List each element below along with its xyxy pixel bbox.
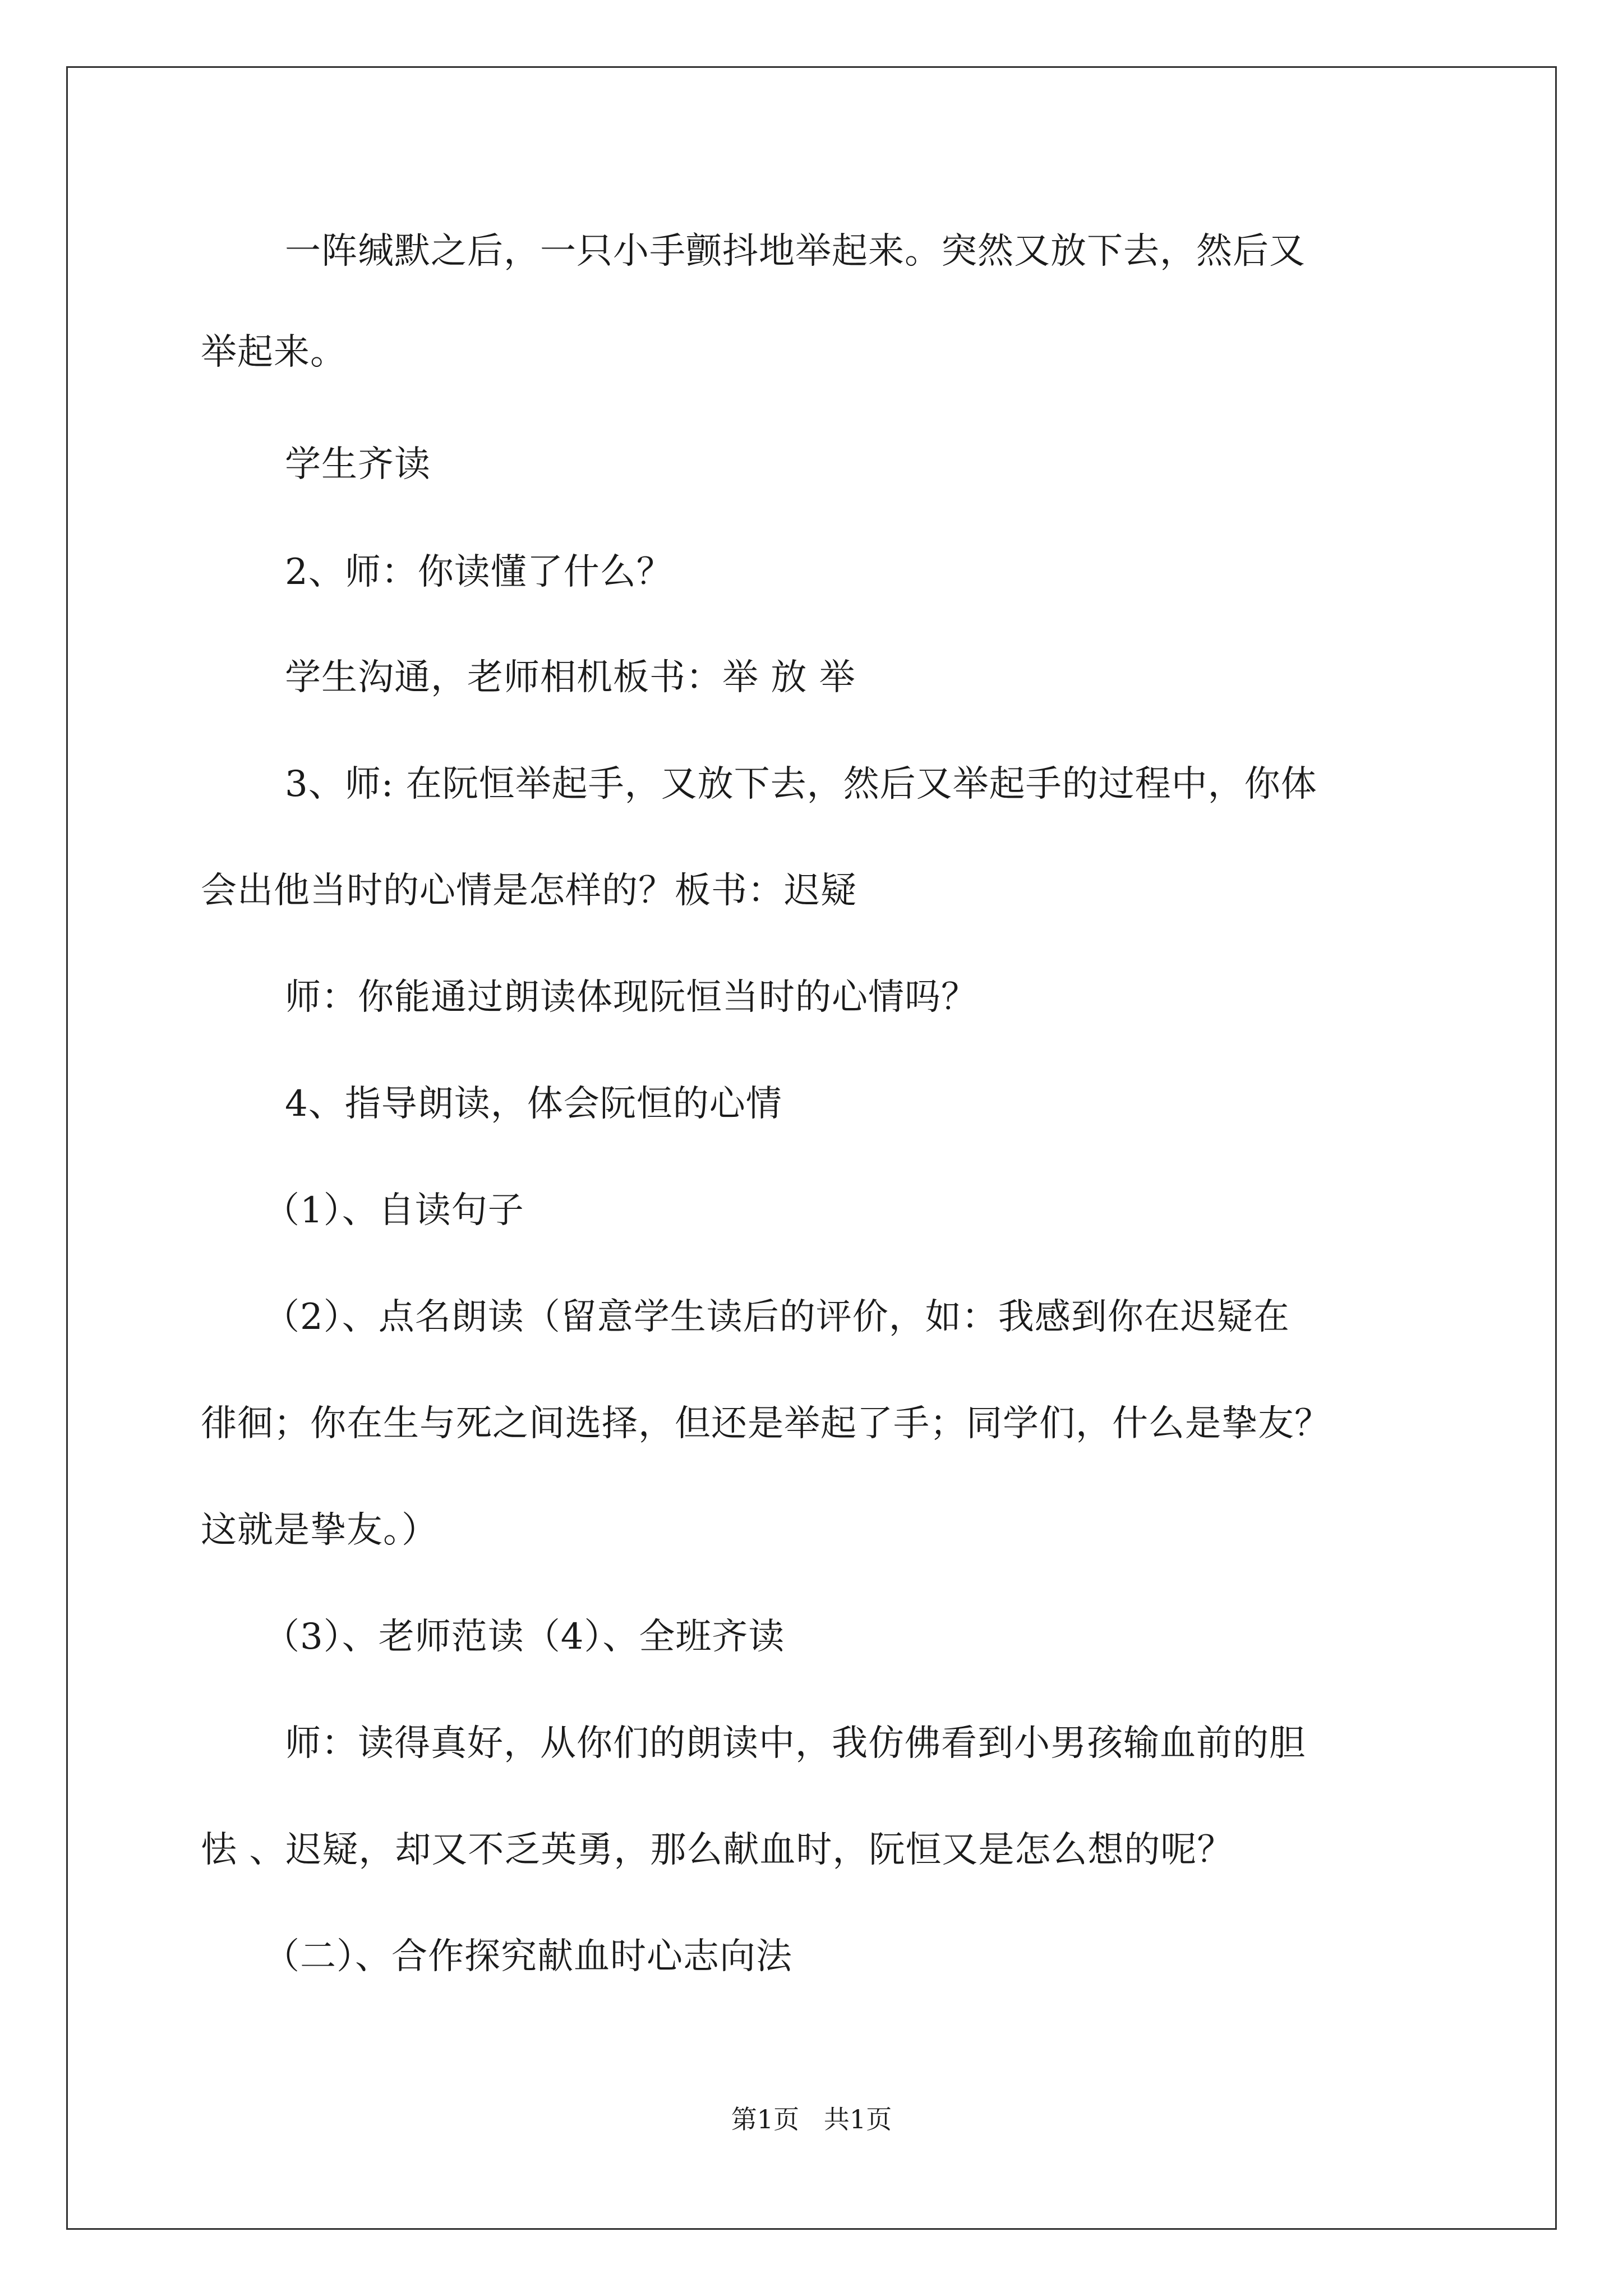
paragraph-line: 师：读得真好，从你们的朗读中，我仿佛看到小男孩输血前的胆 bbox=[285, 1723, 1306, 1764]
paragraph-line: 怯 、迟疑，却又不乏英勇，那么献血时，阮恒又是怎么想的呢？ bbox=[201, 1829, 1234, 1871]
paragraph-line: 一阵缄默之后，一只小手颤抖地举起来。突然又放下去，然后又 bbox=[285, 231, 1306, 272]
page-number-footer: 第1页 共1页 bbox=[731, 2104, 892, 2134]
paragraph-line: 学生沟通，老师相机板书：举 放 举 bbox=[285, 657, 856, 698]
paragraph-line: 学生齐读 bbox=[285, 444, 431, 485]
paragraph-line: 师：你能通过朗读体现阮恒当时的心情吗？ bbox=[285, 977, 978, 1018]
paragraph-line: （3）、老师范读（4）、全班齐读 bbox=[264, 1616, 785, 1658]
paragraph-line: （二）、合作探究献血时心志向法 bbox=[264, 1936, 792, 1977]
paragraph-line: （1）、自读句子 bbox=[264, 1190, 524, 1231]
paragraph-line: 4、指导朗读，体会阮恒的心情 bbox=[285, 1083, 782, 1125]
paragraph-line: 举起来。 bbox=[201, 332, 347, 373]
paragraph-line: 这就是挚友。） bbox=[201, 1510, 438, 1551]
paragraph-line: （2）、点名朗读（留意学生读后的评价，如：我感到你在迟疑在 bbox=[264, 1296, 1290, 1338]
paragraph-line: 3、师: 在阮恒举起手，又放下去，然后又举起手的过程中，你体 bbox=[285, 763, 1317, 805]
paragraph-line: 2、师：你读懂了什么？ bbox=[285, 551, 673, 593]
page-border bbox=[66, 66, 1557, 2230]
paragraph-line: 会出他当时的心情是怎样的？板书：迟疑 bbox=[201, 870, 857, 912]
paragraph-line: 徘徊；你在生与死之间选择，但还是举起了手；同学们，什么是挚友？ bbox=[201, 1403, 1331, 1444]
